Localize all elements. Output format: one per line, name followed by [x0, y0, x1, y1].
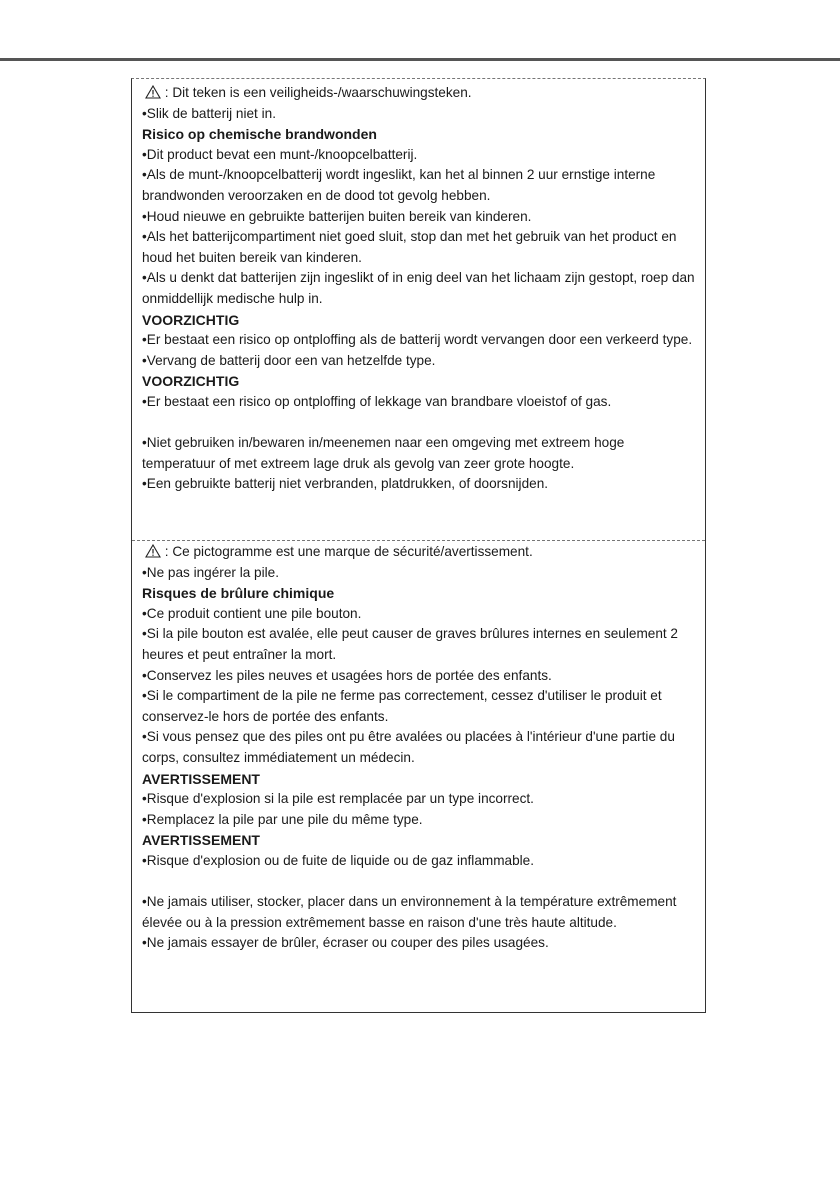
french-section — [142, 542, 697, 954]
french-p11: •Ne jamais essayer de brûler, écraser ou couper des piles usagées. — [142, 935, 549, 951]
french-p6: •Si vous pensez que des piles ont pu être avalées ou placées à l'intérieur d'une partie du corps, consultez immédiatement un médecin. — [142, 729, 675, 765]
french-p1: •Ne pas ingérer la pile. — [142, 564, 279, 580]
battery-warning-box — [131, 78, 706, 1013]
french-p7: •Risque d'explosion si la pile est remplacée par un type incorrect. — [142, 791, 534, 807]
dutch-p7: •Er bestaat een risico op ontploffing als de batterij wordt vervangen door een verkeerd type. — [142, 332, 693, 348]
french-heading-warning-1: AVERTISSEMENT — [142, 770, 260, 787]
warning-triangle-icon — [145, 544, 161, 558]
dutch-heading-caution-2: VOORZICHTIG — [142, 373, 240, 390]
dutch-symbol-text: : Dit teken is een veiligheids-/waarschuwingsteken. — [161, 85, 472, 100]
dutch-p6: •Als u denkt dat batterijen zijn ingeslikt of in enig deel van het lichaam zijn gestopt, roep dan onmiddellijk medische hulp in. — [142, 270, 695, 306]
warning-triangle-icon — [145, 85, 161, 99]
french-p9: •Risque d'explosion ou de fuite de liquide ou de gaz inflammable. — [142, 852, 535, 868]
dutch-heading-chemical-burns: Risico op chemische brandwonden — [142, 126, 377, 143]
dutch-heading-caution-1: VOORZICHTIG — [142, 311, 240, 328]
dutch-p9: •Er bestaat een risico op ontploffing of lekkage van brandbare vloeistof of gas. — [142, 393, 612, 409]
header-rule — [0, 58, 840, 61]
dutch-symbol-line — [142, 83, 697, 104]
french-p10: •Ne jamais utiliser, stocker, placer dans un environnement à la température extrêmement élevée ou à la pression extrêmement basse en raison d'une très haute altitude. — [142, 894, 677, 930]
french-p2: •Ce produit contient une pile bouton. — [142, 605, 362, 621]
french-p3: •Si la pile bouton est avalée, elle peut causer de graves brûlures internes en seulement 2 heures et peut entraîner la mort. — [142, 626, 678, 662]
french-heading-chemical-burns: Risques de brûlure chimique — [142, 585, 335, 602]
french-p8: •Remplacez la pile par une pile du même type. — [142, 811, 423, 827]
french-p5: •Si le compartiment de la pile ne ferme pas correctement, cessez d'utiliser le produit et conservez-le hors de portée des enfants. — [142, 688, 662, 724]
dutch-section — [142, 83, 697, 495]
dutch-p11: •Een gebruikte batterij niet verbranden, platdrukken, of doorsnijden. — [142, 476, 549, 492]
french-symbol-text: : Ce pictogramme est une marque de sécurité/avertissement. — [161, 544, 533, 559]
dutch-p10: •Niet gebruiken in/bewaren in/meenemen naar een omgeving met extreem hoge temperatuur of met extreem lage druk als gevolg van zeer grote hoogte. — [142, 435, 625, 471]
dutch-p4: •Houd nieuwe en gebruikte batterijen buiten bereik van kinderen. — [142, 208, 532, 224]
french-p4: •Conservez les piles neuves et usagées hors de portée des enfants. — [142, 667, 552, 683]
dutch-p2: •Dit product bevat een munt-/knoopcelbatterij. — [142, 146, 418, 162]
french-heading-warning-2: AVERTISSEMENT — [142, 832, 260, 849]
dutch-p3: •Als de munt-/knoopcelbatterij wordt ingeslikt, kan het al binnen 2 uur ernstige interne brandwonden veroorzaken en de dood tot gevolg hebben. — [142, 167, 656, 203]
french-symbol-line — [142, 542, 697, 563]
dutch-p1: •Slik de batterij niet in. — [142, 105, 276, 121]
dutch-p5: •Als het batterijcompartiment niet goed sluit, stop dan met het gebruik van het product en houd het buiten bereik van kinderen. — [142, 229, 677, 265]
section-divider — [132, 540, 705, 541]
dutch-p8: •Vervang de batterij door een van hetzelfde type. — [142, 352, 436, 368]
